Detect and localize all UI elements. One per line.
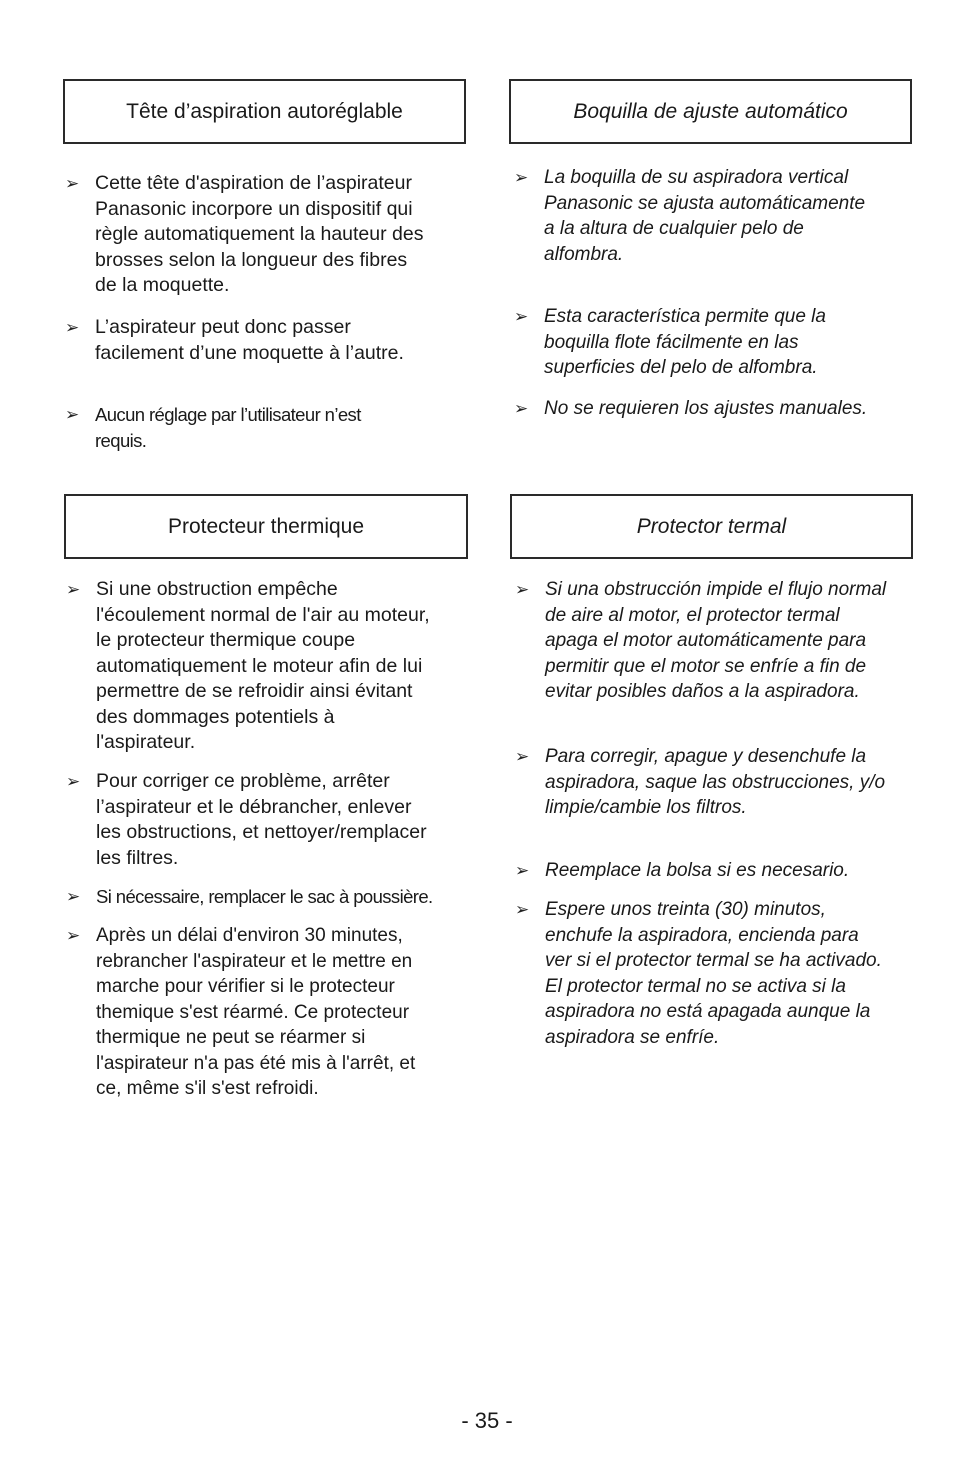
es-thermal-list bbox=[515, 577, 925, 1057]
list-item bbox=[515, 744, 885, 821]
arrow-bullet-icon: ➢ bbox=[66, 926, 81, 945]
list-item-text: La boquilla de su aspiradora vertical Panasonic se ajusta automáticamente a la altura de cualquier pelo de alfombra. bbox=[544, 167, 866, 265]
list-item bbox=[514, 304, 826, 381]
list-item-text: Pour corriger ce problème, arrêter l’aspirateur et le débrancher, enlever les obstructions, et nettoyer/remplacer les filtres. bbox=[96, 770, 427, 869]
arrow-bullet-icon: ➢ bbox=[515, 747, 530, 766]
list-item bbox=[65, 402, 361, 453]
list-item-text: Reemplace la bolsa si es necesario. bbox=[545, 860, 850, 881]
list-item bbox=[66, 923, 415, 1102]
fr-self-adjust-heading: Tête d’aspiration autoréglable bbox=[63, 79, 466, 144]
es-self-adjust-heading: Boquilla de ajuste automático bbox=[509, 79, 912, 144]
list-item bbox=[515, 897, 882, 1050]
es-self-adjust-list bbox=[514, 165, 924, 435]
list-item-text: L’aspirateur peut donc passer facilement d’une moquette à l’autre. bbox=[95, 316, 404, 364]
list-item-text: Si une obstruction empêche l'écoulement normal de l'air au moteur, le protecteur thermique coupe automatiquement le moteur afin de lui permettre de se refroidir ainsi évitant des dommages potentiels à l'aspirateur. bbox=[96, 578, 430, 753]
es-thermal-heading: Protector termal bbox=[510, 494, 913, 559]
list-item bbox=[515, 858, 849, 884]
list-item-text: Para corregir, apague y desenchufe la aspiradora, saque las obstrucciones, y/o limpie/cambie los filtros. bbox=[545, 746, 886, 818]
list-item bbox=[66, 577, 430, 756]
list-item-text: No se requieren los ajustes manuales. bbox=[544, 398, 868, 419]
arrow-bullet-icon: ➢ bbox=[65, 405, 80, 424]
list-item bbox=[65, 315, 404, 366]
list-item-text: Si una obstrucción impide el flujo normal de aire al motor, el protector termal apaga el motor automáticamente para permitir que el motor se enfríe a fin de evitar posibles daños a la aspiradora. bbox=[545, 579, 887, 702]
list-item bbox=[65, 171, 423, 299]
arrow-bullet-icon: ➢ bbox=[514, 399, 529, 418]
list-item-text: Cette tête d'aspiration de l’aspirateur Panasonic incorpore un dispositif qui règle automatiquement la hauteur des brosses selon la longueur des fibres de la moquette. bbox=[95, 172, 424, 296]
fr-thermal-heading: Protecteur thermique bbox=[64, 494, 468, 559]
arrow-bullet-icon: ➢ bbox=[514, 307, 529, 326]
arrow-bullet-icon: ➢ bbox=[65, 174, 80, 193]
arrow-bullet-icon: ➢ bbox=[515, 900, 530, 919]
arrow-bullet-icon: ➢ bbox=[514, 168, 529, 187]
arrow-bullet-icon: ➢ bbox=[515, 580, 530, 599]
arrow-bullet-icon: ➢ bbox=[66, 772, 81, 791]
list-item-text: Espere unos treinta (30) minutos, enchufe la aspiradora, encienda para ver si el protector termal se ha activado. El protector termal no se activa si la aspiradora no está apagada aunque la aspiradora se enfríe. bbox=[545, 899, 882, 1048]
list-item bbox=[66, 769, 427, 871]
list-item-text: Aucun réglage par l’utilisateur n’est requis. bbox=[95, 404, 361, 451]
list-item-text: Si nécessaire, remplacer le sac à poussière. bbox=[96, 886, 433, 907]
fr-thermal-list bbox=[66, 577, 476, 1107]
page-number: - 35 - bbox=[461, 1408, 513, 1433]
arrow-bullet-icon: ➢ bbox=[65, 318, 80, 337]
arrow-bullet-icon: ➢ bbox=[66, 580, 81, 599]
list-item bbox=[514, 165, 865, 267]
fr-self-adjust-list bbox=[65, 171, 465, 461]
list-item bbox=[514, 396, 867, 422]
list-item-text: Esta característica permite que la boquilla flote fácilmente en las superficies del pelo de alfombra. bbox=[544, 306, 826, 378]
list-item-text: Après un délai d'environ 30 minutes, rebrancher l'aspirateur et le mettre en marche pour vérifier si le protecteur themique s'est réarmé. Ce protecteur thermique ne peut se réarmer si l'aspirateur n'a pas été mis à l'arrêt, et ce, même s'il s'est refroidi. bbox=[96, 925, 416, 1099]
arrow-bullet-icon: ➢ bbox=[66, 887, 81, 906]
arrow-bullet-icon: ➢ bbox=[515, 861, 530, 880]
list-item bbox=[515, 577, 886, 705]
list-item bbox=[66, 884, 433, 910]
